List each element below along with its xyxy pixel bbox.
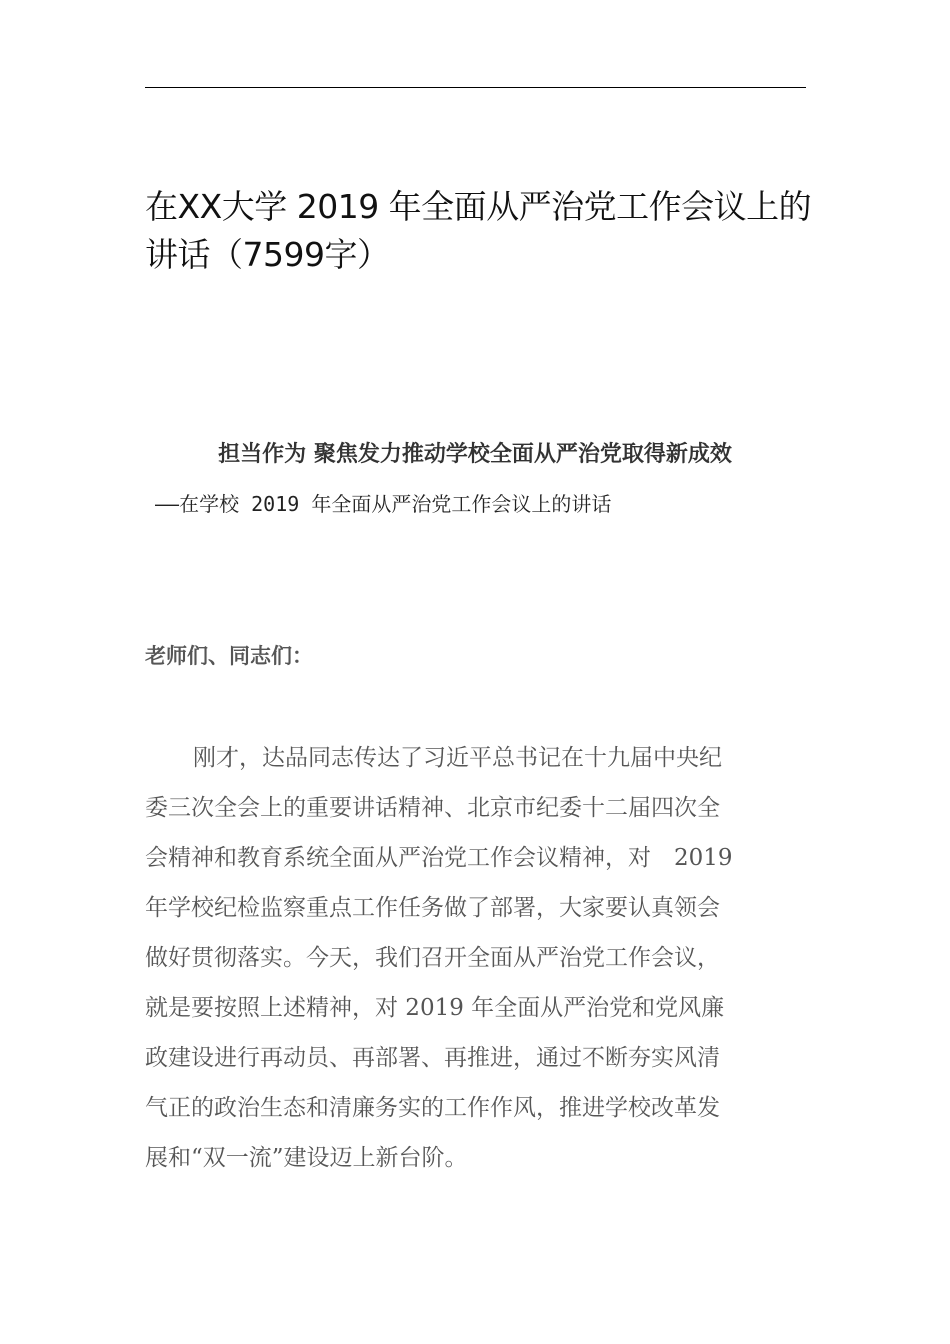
speech-headline: 担当作为 聚焦发力推动学校全面从严治党取得新成效 [218, 442, 732, 467]
speech-subheadline: ——在学校 2019 年全面从严治党工作会议上的讲话 [155, 492, 612, 516]
paragraph-line: 刚才，达品同志传达了习近平总书记在十九届中央纪 [193, 745, 722, 771]
header-rule [145, 87, 806, 88]
paragraph-line: 就是要按照上述精神，对 2019 年全面从严治党和党风廉 [145, 995, 725, 1021]
paragraph-line: 会精神和教育系统全面从严治党工作会议精神，对 2019 [145, 845, 733, 871]
document-title: 在XX大学 2019 年全面从严治党工作会议上的讲话（7599字） [145, 187, 812, 274]
paragraph-line: 做好贯彻落实。今天，我们召开全面从严治党工作会议， [145, 945, 720, 971]
paragraph-line: 气正的政治生态和清廉务实的工作作风，推进学校改革发 [145, 1095, 720, 1121]
paragraph-line: 展和“双一流”建设迈上新台阶。 [145, 1145, 468, 1171]
paragraph-line: 政建设进行再动员、再部署、再推进，通过不断夯实风清 [145, 1045, 720, 1071]
body-paragraph [145, 733, 795, 1183]
paragraph-line: 年学校纪检监察重点工作任务做了部署，大家要认真领会 [145, 895, 720, 921]
paragraph-line: 委三次全会上的重要讲话精神、北京市纪委十二届四次全 [145, 795, 720, 821]
salutation: 老师们、同志们： [145, 644, 313, 668]
